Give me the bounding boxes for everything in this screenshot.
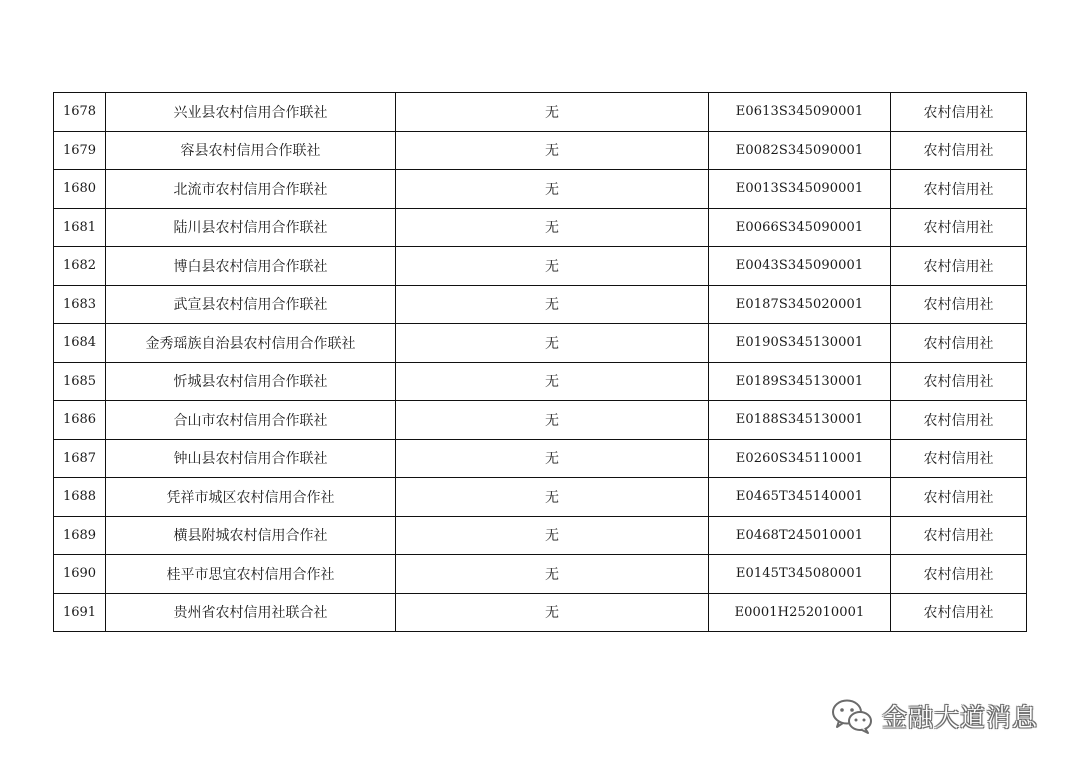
table-body [54, 93, 1027, 632]
institution-name-cell: 凭祥市城区农村信用合作社 [106, 478, 396, 517]
institution-code-cell: E0066S345090001 [709, 208, 891, 247]
row-number-cell: 1686 [54, 401, 106, 440]
institution-code-cell: E0190S345130001 [709, 324, 891, 363]
row-number-cell: 1690 [54, 555, 106, 594]
table-row [54, 555, 1027, 594]
none-value-cell: 无 [396, 170, 709, 209]
row-number-cell: 1688 [54, 478, 106, 517]
institution-type-cell: 农村信用社 [891, 362, 1027, 401]
row-number-cell: 1679 [54, 131, 106, 170]
table-row [54, 247, 1027, 286]
institution-code-cell: E0001H252010001 [709, 593, 891, 632]
institution-type-cell: 农村信用社 [891, 478, 1027, 517]
none-value-cell: 无 [396, 516, 709, 555]
table-row [54, 285, 1027, 324]
institution-name-cell: 贵州省农村信用社联合社 [106, 593, 396, 632]
institution-type-cell: 农村信用社 [891, 208, 1027, 247]
row-number-cell: 1689 [54, 516, 106, 555]
institution-type-cell: 农村信用社 [891, 593, 1027, 632]
institution-type-cell: 农村信用社 [891, 401, 1027, 440]
institution-code-cell: E0189S345130001 [709, 362, 891, 401]
table-row [54, 593, 1027, 632]
row-number-cell: 1682 [54, 247, 106, 286]
institution-code-cell: E0468T245010001 [709, 516, 891, 555]
row-number-cell: 1681 [54, 208, 106, 247]
institution-type-cell: 农村信用社 [891, 93, 1027, 132]
none-value-cell: 无 [396, 593, 709, 632]
table-row [54, 93, 1027, 132]
institution-type-cell: 农村信用社 [891, 516, 1027, 555]
table-row [54, 170, 1027, 209]
table-row [54, 208, 1027, 247]
watermark [830, 694, 1038, 738]
watermark-text: 金融大道消息 [882, 703, 1039, 732]
institution-code-cell: E0188S345130001 [709, 401, 891, 440]
none-value-cell: 无 [396, 555, 709, 594]
row-number-cell: 1687 [54, 439, 106, 478]
institution-name-cell: 金秀瑶族自治县农村信用合作联社 [106, 324, 396, 363]
row-number-cell: 1685 [54, 362, 106, 401]
table-row [54, 478, 1027, 517]
table-row [54, 439, 1027, 478]
table-row [54, 401, 1027, 440]
none-value-cell: 无 [396, 401, 709, 440]
none-value-cell: 无 [396, 247, 709, 286]
institution-type-cell: 农村信用社 [891, 131, 1027, 170]
institution-code-cell: E0465T345140001 [709, 478, 891, 517]
none-value-cell: 无 [396, 131, 709, 170]
institution-code-cell: E0043S345090001 [709, 247, 891, 286]
institution-code-cell: E0260S345110001 [709, 439, 891, 478]
row-number-cell: 1680 [54, 170, 106, 209]
institution-name-cell: 兴业县农村信用合作联社 [106, 93, 396, 132]
institution-name-cell: 武宣县农村信用合作联社 [106, 285, 396, 324]
none-value-cell: 无 [396, 93, 709, 132]
institution-code-cell: E0145T345080001 [709, 555, 891, 594]
none-value-cell: 无 [396, 324, 709, 363]
institution-name-cell: 北流市农村信用合作联社 [106, 170, 396, 209]
table-row [54, 324, 1027, 363]
institution-type-cell: 农村信用社 [891, 324, 1027, 363]
institution-name-cell: 容县农村信用合作联社 [106, 131, 396, 170]
wechat-icon [830, 697, 874, 735]
institution-name-cell: 合山市农村信用合作联社 [106, 401, 396, 440]
institution-type-cell: 农村信用社 [891, 555, 1027, 594]
institution-name-cell: 横县附城农村信用合作社 [106, 516, 396, 555]
table-row [54, 362, 1027, 401]
institution-code-cell: E0013S345090001 [709, 170, 891, 209]
institution-code-cell: E0187S345020001 [709, 285, 891, 324]
institution-code-cell: E0082S345090001 [709, 131, 891, 170]
institution-table [53, 92, 1027, 632]
institution-name-cell: 陆川县农村信用合作联社 [106, 208, 396, 247]
institution-name-cell: 钟山县农村信用合作联社 [106, 439, 396, 478]
institution-name-cell: 博白县农村信用合作联社 [106, 247, 396, 286]
table-row [54, 131, 1027, 170]
institution-name-cell: 桂平市思宜农村信用合作社 [106, 555, 396, 594]
none-value-cell: 无 [396, 362, 709, 401]
none-value-cell: 无 [396, 285, 709, 324]
none-value-cell: 无 [396, 478, 709, 517]
institution-type-cell: 农村信用社 [891, 170, 1027, 209]
none-value-cell: 无 [396, 208, 709, 247]
row-number-cell: 1678 [54, 93, 106, 132]
table-row [54, 516, 1027, 555]
institution-type-cell: 农村信用社 [891, 285, 1027, 324]
none-value-cell: 无 [396, 439, 709, 478]
institution-code-cell: E0613S345090001 [709, 93, 891, 132]
row-number-cell: 1683 [54, 285, 106, 324]
row-number-cell: 1691 [54, 593, 106, 632]
institution-type-cell: 农村信用社 [891, 247, 1027, 286]
institution-name-cell: 忻城县农村信用合作联社 [106, 362, 396, 401]
row-number-cell: 1684 [54, 324, 106, 363]
institution-type-cell: 农村信用社 [891, 439, 1027, 478]
